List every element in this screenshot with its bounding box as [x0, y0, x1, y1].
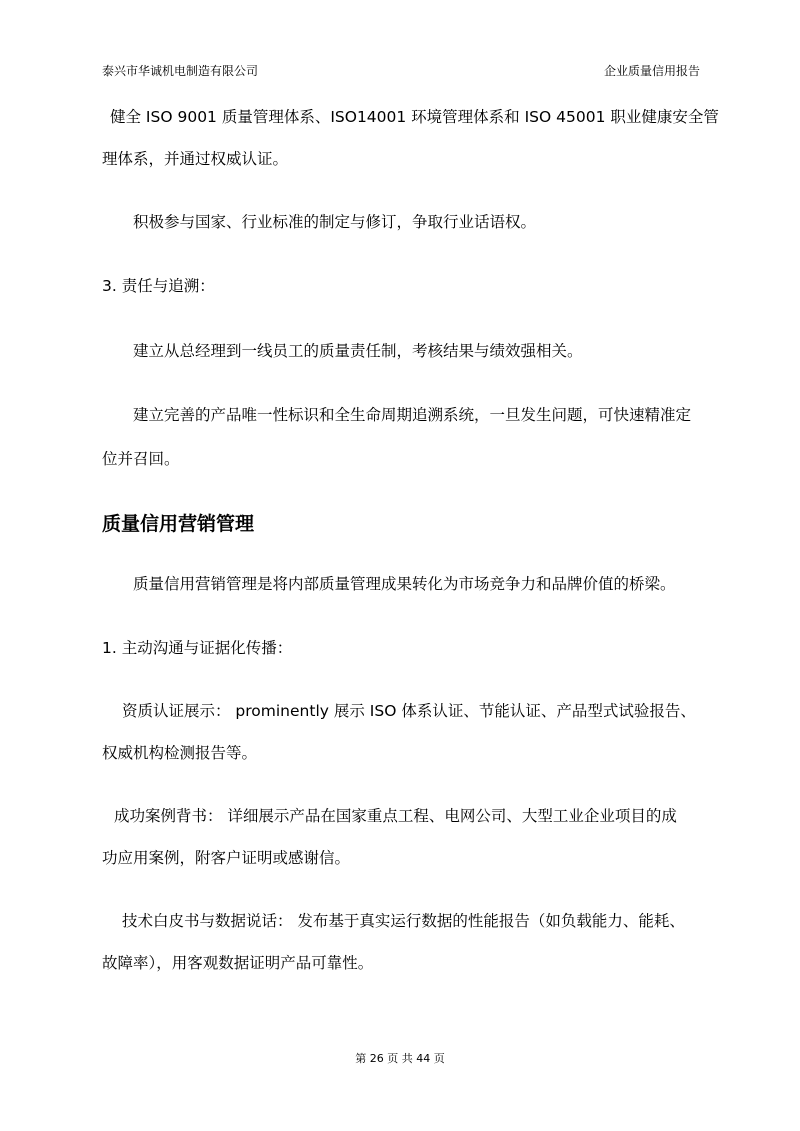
header-report-title: 企业质量信用报告	[604, 64, 701, 78]
paragraph-line: 建立从总经理到一线员工的质量责任制，考核结果与绩效强相关。	[133, 342, 583, 360]
header-company: 泰兴市华诚机电制造有限公司	[102, 64, 259, 78]
section-heading: 质量信用营销管理	[102, 513, 255, 535]
paragraph-line: 位并召回。	[102, 450, 180, 468]
paragraph-line: 质量信用营销管理是将内部质量管理成果转化为市场竞争力和品牌价值的桥梁。	[133, 575, 676, 593]
page-number: 第 26 页 共 44 页	[355, 1052, 445, 1065]
list-heading: 3. 责任与追溯：	[102, 277, 215, 295]
paragraph-line: 积极参与国家、行业标准的制定与修订，争取行业话语权。	[133, 213, 537, 231]
paragraph-line: 理体系，并通过权威认证。	[102, 150, 289, 168]
paragraph-line: 资质认证展示： prominently 展示 ISO 体系认证、节能认证、产品型式试验报告、	[122, 702, 696, 720]
paragraph-line: 技术白皮书与数据说话： 发布基于真实运行数据的性能报告（如负载能力、能耗、	[122, 912, 685, 930]
paragraph-line: 权威机构检测报告等。	[102, 744, 258, 762]
paragraph-line: 健全 ISO 9001 质量管理体系、ISO14001 环境管理体系和 ISO 45001 职业健康安全管	[110, 108, 719, 126]
paragraph-line: 故障率），用客观数据证明产品可靠性。	[102, 954, 374, 972]
paragraph-line: 成功案例背书： 详细展示产品在国家重点工程、电网公司、大型工业企业项目的成	[114, 807, 677, 825]
paragraph-line: 功应用案例，附客户证明或感谢信。	[102, 849, 351, 867]
paragraph-line: 建立完善的产品唯一性标识和全生命周期追溯系统，一旦发生问题，可快速精准定	[133, 406, 692, 424]
list-heading: 1. 主动沟通与证据化传播：	[102, 639, 293, 657]
